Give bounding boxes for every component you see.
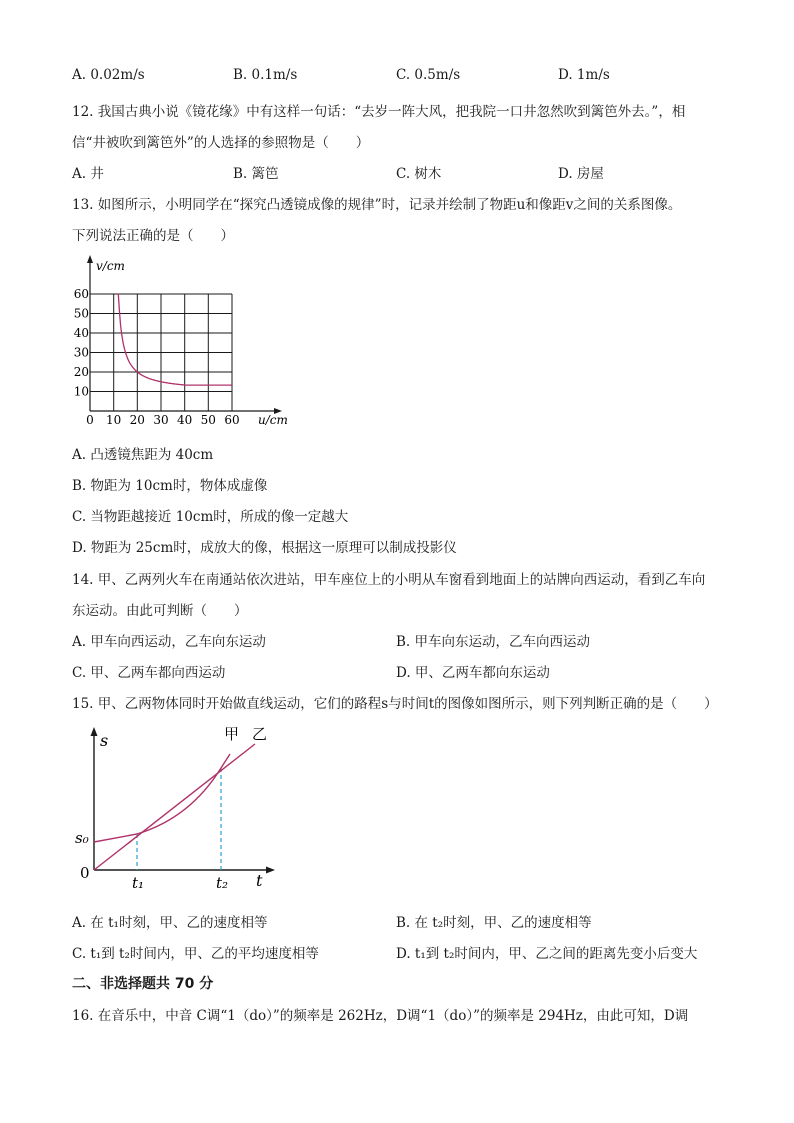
q14-option-c: C. 甲、乙两车都向西运动 [72,665,226,681]
uv-curve [118,294,232,385]
q12-stem-line1: 12. 我国古典小说《镜花缘》中有这样一句话：“去岁一阵大风，把我院一口井忽然吹到篱笆外去。”，相 [72,104,686,120]
q11-option-d: D. 1m/s [558,67,610,83]
q12-option-b: B. 篱笆 [233,166,279,182]
q15-option-b: B. 在 t₂时刻，甲、乙的速度相等 [396,915,592,931]
x-tick-label: 0 [86,413,94,427]
y-axis-label: s [100,731,109,750]
y-tick-label: 60 [73,287,89,301]
yi-label: 乙 [252,725,268,743]
q13-option-d: D. 物距为 25cm时，成放大的像，根据这一原理可以制成投影仪 [72,540,457,556]
x-axis-arrow [266,867,275,874]
q14-option-a: A. 甲车向西运动，乙车向东运动 [72,634,266,650]
y-tick-label: 30 [73,345,89,360]
grid [90,294,232,411]
q15-option-c: C. t₁到 t₂时间内，甲、乙的平均速度相等 [72,946,319,962]
q16-stem-line1: 16. 在音乐中，中音 C调“1（do）”的频率是 262Hz，D调“1（do）”的频率是 294Hz，由此可知，D调 [72,1008,689,1024]
x-tick-labels [86,413,239,427]
y-tick-label: 10 [73,384,89,399]
t2-label: t₂ [216,874,229,892]
y-tick-label: 40 [73,326,89,340]
s0-label: s₀ [75,829,89,847]
distance-time-graph [70,718,290,898]
q12-option-a: A. 井 [72,166,104,182]
q11-option-c: C. 0.5m/s [396,67,461,83]
q15-stem-line1: 15. 甲、乙两物体同时开始做直线运动，它们的路程s与时间t的图像如图所示，则下列判断正确的是（ ） [72,696,718,712]
section2-heading: 二、非选择题共 70 分 [72,976,214,992]
x-axis-label: t [256,871,263,890]
jia-label: 甲 [224,725,240,743]
q14-option-b: B. 甲车向东运动，乙车向西运动 [396,634,591,650]
x-tick-label: 10 [106,413,122,427]
line-jia [94,744,255,870]
q11-option-a: A. 0.02m/s [72,67,145,83]
q11-option-b: B. 0.1m/s [233,67,298,83]
y-axis-arrow [91,727,98,736]
origin-label: 0 [80,864,90,882]
y-tick-label: 50 [73,306,89,321]
q13-stem-line1: 13. 如图所示，小明同学在“探究凸透镜成像的规律”时，记录并绘制了物距u和像距v之间的关系图像。 [72,197,682,213]
y-axis-label: v/cm [96,259,125,273]
curve-yi [94,754,230,842]
x-tick-label: 40 [177,413,193,427]
q12-option-d: D. 房屋 [558,166,604,182]
t1-label: t₁ [132,874,145,892]
q13-option-b: B. 物距为 10cm时，物体成虚像 [72,478,268,494]
x-tick-label: 50 [200,413,216,427]
y-axis-arrow [87,255,93,263]
q13-stem-line2: 下列说法正确的是（ ） [72,228,234,244]
x-tick-label: 30 [153,413,169,427]
x-axis-label: u/cm [258,413,288,427]
x-tick-label: 20 [129,413,145,427]
q15-option-a: A. 在 t₁时刻，甲、乙的速度相等 [72,915,268,931]
q12-stem-line2: 信“井被吹到篱笆外”的人选择的参照物是（ ） [72,135,370,151]
q14-stem-line1: 14. 甲、乙两列火车在南通站依次进站，甲车座位上的小明从车窗看到地面上的站牌向西运动，看到乙车向 [72,572,706,588]
q15-option-d: D. t₁到 t₂时间内，甲、乙之间的距离先变小后变大 [396,946,698,962]
y-tick-label: 20 [73,365,89,379]
y-tick-labels [74,287,89,399]
lens-image-distance-graph [70,252,300,432]
x-tick-label: 60 [224,413,240,427]
q14-option-d: D. 甲、乙两车都向东运动 [396,665,550,681]
q13-option-a: A. 凸透镜焦距为 40cm [72,447,214,463]
q13-option-c: C. 当物距越接近 10cm时，所成的像一定越大 [72,509,349,525]
q14-stem-line2: 东运动。由此可判断（ ） [72,603,248,619]
q12-option-c: C. 树木 [396,166,442,182]
